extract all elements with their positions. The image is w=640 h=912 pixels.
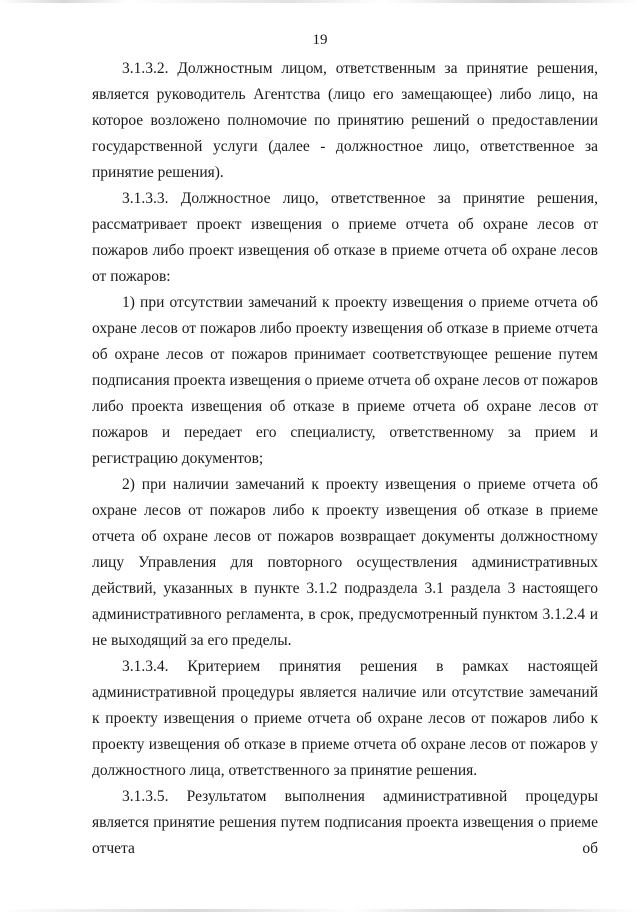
paragraph-3-1-3-2: 3.1.3.2. Должностным лицом, ответственным за принятие решения, является руководитель Агентства (лицо его замещающее) либо лицо, на которое возложено полномочие по принятию решений о предоставлении государственной услуги (далее - должностное лицо, ответственное за принятие решения). xyxy=(92,60,598,181)
document-body xyxy=(92,56,598,862)
paragraph-3-1-3-3: 3.1.3.3. Должностное лицо, ответственное за принятие решения, рассматривает проект извещения о приеме отчета об охране лесов от пожаров либо проект извещения об отказе в приеме отчета об охране лесов от пожаров: xyxy=(92,190,598,285)
scan-edge-top xyxy=(0,0,640,3)
paragraph-item-2: 2) при наличии замечаний к проекту извещения о приеме отчета об охране лесов от пожаров либо к проекту извещения об отказе в приеме отчета об охране лесов от пожаров возвращает документы должностному лицу Управления для повторного осуществления административных действий, указанных в пункте 3.1.2 подраздела 3.1 раздела 3 настоящего административного регламента, в срок, предусмотренный пунктом 3.1.2.4 и не выходящий за его пределы. xyxy=(92,476,598,649)
page-number: 19 xyxy=(312,32,328,48)
paragraph-3-1-3-5: 3.1.3.5. Результатом выполнения административной процедуры является принятие решения путем подписания проекта извещения о приеме отчета об xyxy=(92,788,598,857)
paragraph-3-1-3-4: 3.1.3.4. Критерием принятия решения в рамках настоящей административной процедуры является наличие или отсутствие замечаний к проекту извещения о приеме отчета об охране лесов от пожаров либо к проекту извещения об отказе в приеме отчета об охране лесов от пожаров у должностного лица, ответственного за принятие решения. xyxy=(92,658,598,779)
paragraph-item-1: 1) при отсутствии замечаний к проекту извещения о приеме отчета об охране лесов от пожаров либо проекту извещения об отказе в приеме отчета об охране лесов от пожаров принимает соответствующее решение путем подписания проекта извещения о приеме отчета об охране лесов от пожаров либо проекта извещения об отказе в приеме отчета об охране лесов от пожаров и передает его специалисту, ответственному за прием и регистрацию документов; xyxy=(92,294,598,467)
